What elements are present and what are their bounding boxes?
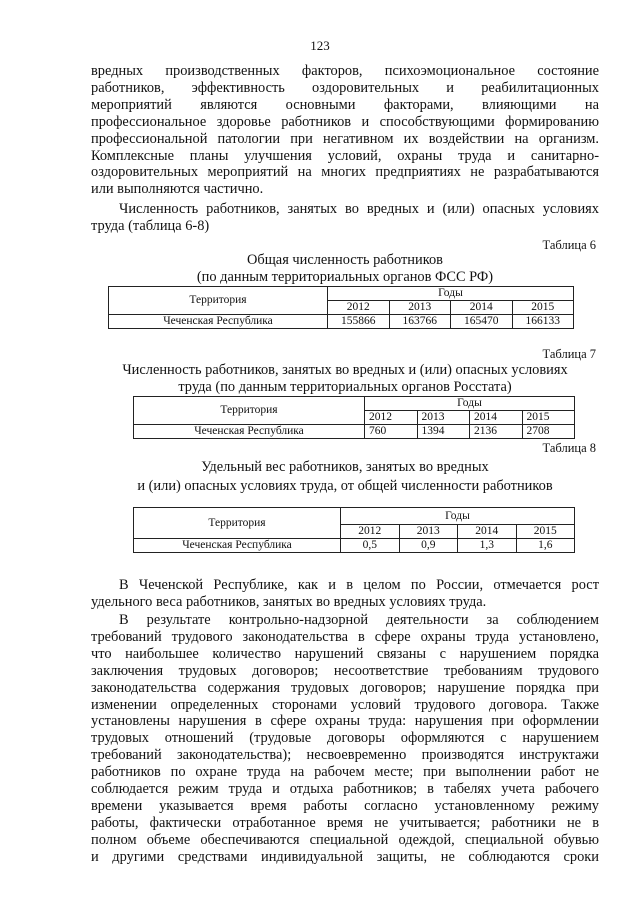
table-8-title-line-2: и (или) опасных условиях труда, от общей численности работников [137,478,553,494]
table-7-year: 2014 [470,411,523,425]
table-6-year: 2012 [328,301,390,315]
text-line: профессиональной патологии при негативном их воздействии на организм. [91,130,599,147]
paragraph-2 [91,201,599,235]
table-7-row-name: Чеченская Республика [134,425,365,439]
paragraph-3 [91,577,599,611]
text-line: профессиональное здоровье работников и способствующими формированию [91,113,599,130]
table-8 [133,507,575,553]
text-line: В Чеченской Республике, как и в целом по России, отмечается рост [119,577,599,593]
text-line: работников, эффективность оздоровительных и реабилитационных [91,79,599,96]
table-8-header-years: Годы [341,508,575,525]
table-7-title-line-2: труда (по данным территориальных органов Росстата) [178,379,512,395]
table-6-year: 2013 [389,301,451,315]
table-6-title [91,252,599,286]
table-8-title [91,458,599,496]
table-7-value: 2708 [522,425,575,439]
text-line: требований трудового законодательства в сфере охраны труда установлено, [91,628,599,645]
text-line: трудовых отношений (трудовые договоры оформляются с нарушением [91,730,599,747]
table-6-year: 2014 [451,301,513,315]
table-6-title-line-2: (по данным территориальных органов ФСС РФ) [196,269,494,285]
table-7-year: 2015 [522,411,575,425]
table-7-value: 1394 [417,425,470,439]
text-line: удельного веса работников, занятых во вредных условиях труда. [91,593,487,610]
table-7-value: 760 [365,425,418,439]
text-line: времени указывается время работы согласно установленному режиму [91,797,599,814]
page-number: 123 [310,38,330,53]
text-line: работников по охране труда на рабочем месте; при выполнении работ не [91,764,599,781]
text-line: требований законодательства); несвоевременно производятся инструктажи [91,747,599,764]
table-7-header-years: Годы [365,397,575,411]
table-6-header-years: Годы [328,287,574,301]
text-line: Численность работников, занятых во вредных и (или) опасных условиях [119,201,599,217]
table-8-header-territory: Территория [134,508,341,539]
table-8-year: 2015 [516,525,575,539]
table-8-label: Таблица 8 [542,441,596,455]
table-7-year: 2013 [417,411,470,425]
table-6-value: 155866 [328,315,390,329]
text-line: оздоровительных мероприятий на многих предприятиях не разрабатываются [91,164,599,181]
text-line: законодательства содержания трудовых договоров; нарушение порядка при [91,679,599,696]
table-6-value: 163766 [389,315,451,329]
table-7-label: Таблица 7 [542,347,596,361]
table-7-title [91,362,599,396]
table-6-header-territory: Территория [109,287,328,315]
table-8-value: 0,9 [399,539,458,553]
text-line: и другими средствами индивидуальной защиты, не соблюдаются сроки [91,848,599,865]
table-6-value: 166133 [512,315,574,329]
text-line: Комплексные планы улучшения условий, охраны труда и санитарно- [91,147,599,164]
text-line: полном объеме обеспечиваются специальной одеждой, специальной обувью [91,831,599,848]
text-line: соблюдается режим труда и отдыха работников; в табелях учета рабочего [91,781,599,798]
table-7-title-line-1: Численность работников, занятых во вредных и (или) опасных условиях [122,362,568,378]
table-7-value: 2136 [470,425,523,439]
table-6-row-name: Чеченская Республика [109,315,328,329]
table-8-value: 1,3 [458,539,517,553]
table-6-value: 165470 [451,315,513,329]
text-line: работы, фактически отработанное время не учитывается; работники не в [91,814,599,831]
paragraph-1 [91,63,599,198]
table-6-year: 2015 [512,301,574,315]
text-line: вредных производственных факторов, психоэмоциональное состояние [91,63,599,79]
text-line: мероприятий являются основными факторами, влияющими на [91,96,599,113]
table-8-year: 2013 [399,525,458,539]
table-7-year: 2012 [365,411,418,425]
text-line: В результате контрольно-надзорной деятельности за соблюдением [119,612,599,628]
text-line: труда (таблица 6-8) [91,217,210,234]
text-line: изменении определенных сторонами условий трудового договора. Также [91,696,599,713]
table-8-value: 0,5 [341,539,400,553]
table-6-label: Таблица 6 [542,238,596,252]
table-8-value: 1,6 [516,539,575,553]
paragraph-4 [91,612,599,866]
table-8-row-name: Чеченская Республика [134,539,341,553]
table-8-title-line-1: Удельный вес работников, занятых во вредных [201,459,489,475]
text-line: что наибольшее количество нарушений связаны с нарушением порядка [91,645,599,662]
text-line: заключения трудовых договоров; несоответствие требованиям трудового [91,662,599,679]
table-7 [133,396,575,439]
text-line: установлены нарушения в сфере охраны труда: нарушения при оформлении [91,713,599,730]
table-6-title-line-1: Общая численность работников [247,252,443,268]
table-7-header-territory: Территория [134,397,365,425]
table-8-year: 2014 [458,525,517,539]
text-line: или выполняются частично. [91,181,264,198]
table-6 [108,286,574,329]
table-8-year: 2012 [341,525,400,539]
